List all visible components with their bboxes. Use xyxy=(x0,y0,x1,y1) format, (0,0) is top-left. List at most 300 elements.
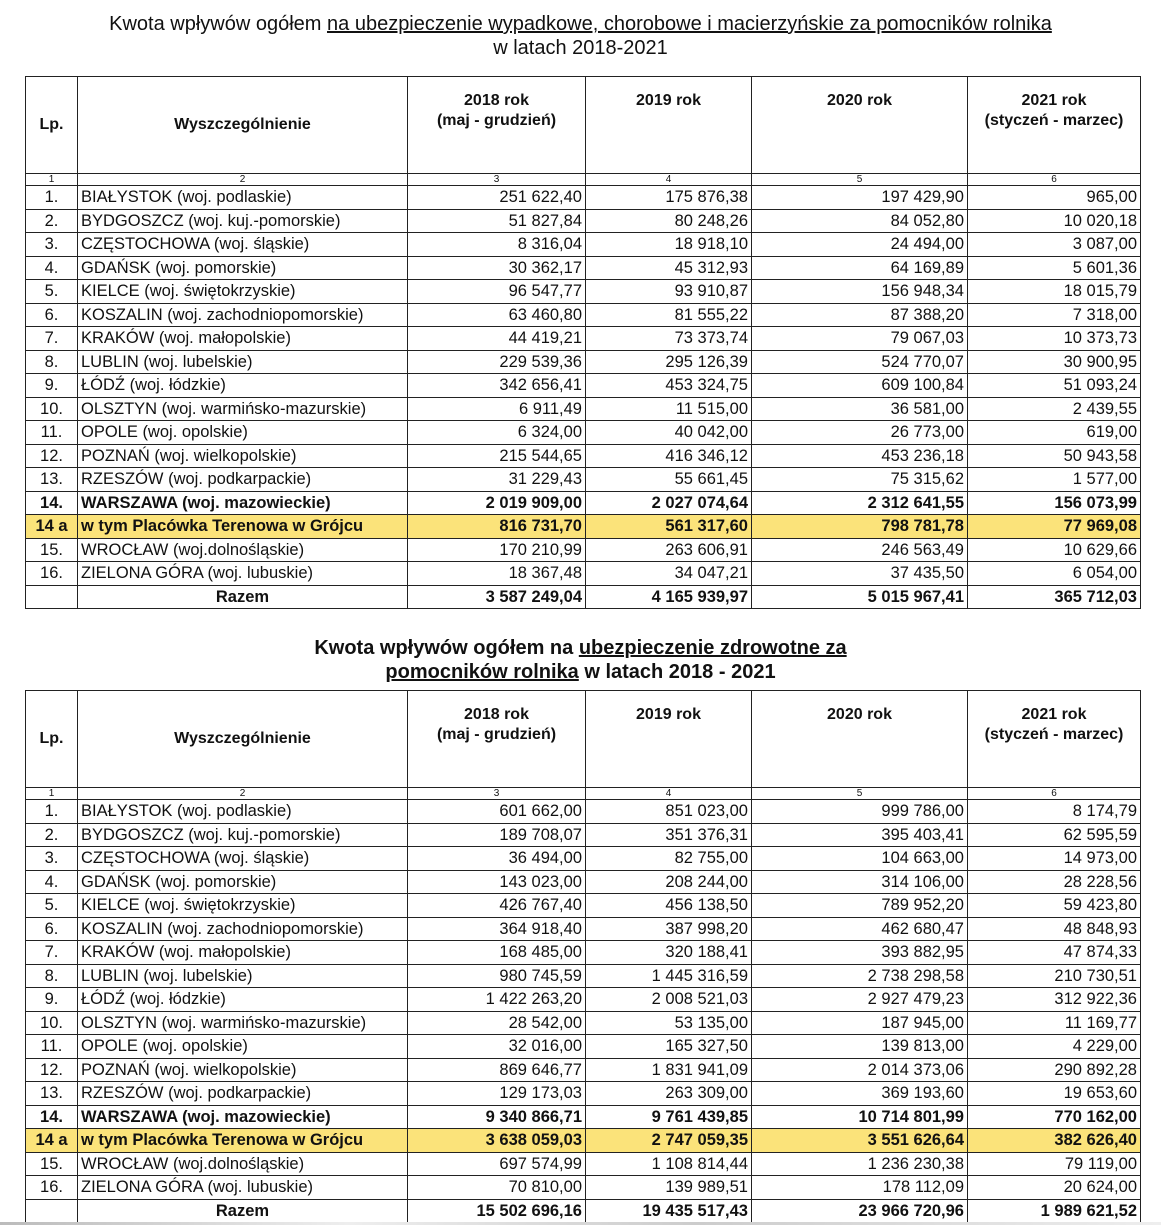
value-2019: 1 108 814,44 xyxy=(586,1152,752,1176)
total-2018: 15 502 696,16 xyxy=(408,1199,586,1223)
total-2018: 3 587 249,04 xyxy=(408,585,586,609)
table2-health-insurance xyxy=(25,690,1141,1223)
value-2021: 156 073,99 xyxy=(968,491,1141,515)
row-lp: 1. xyxy=(26,186,78,210)
header-2018-label: 2018 rok xyxy=(464,706,529,723)
table-row xyxy=(26,397,1141,421)
value-2020: 2 014 373,06 xyxy=(752,1058,968,1082)
table2-title-underlined-2: pomocników rolnika xyxy=(385,661,579,683)
table-row xyxy=(26,1105,1141,1129)
row-name: w tym Placówka Terenowa w Grójcu xyxy=(78,515,408,539)
row-name: OLSZTYN (woj. warmińsko-mazurskie) xyxy=(78,1011,408,1035)
row-lp: 14. xyxy=(26,491,78,515)
value-2019: 208 244,00 xyxy=(586,870,752,894)
row-name: RZESZÓW (woj. podkarpackie) xyxy=(78,468,408,492)
value-2019: 263 606,91 xyxy=(586,538,752,562)
table-row xyxy=(26,186,1141,210)
row-lp: 14 a xyxy=(26,515,78,539)
table-row xyxy=(26,444,1141,468)
value-2021: 79 119,00 xyxy=(968,1152,1141,1176)
header-2021-label: 2021 rok xyxy=(1021,706,1087,723)
value-2021: 619,00 xyxy=(968,421,1141,445)
value-2020: 462 680,47 xyxy=(752,917,968,941)
row-name: BYDGOSZCZ (woj. kuj.-pomorskie) xyxy=(78,209,408,233)
value-2019: 55 661,45 xyxy=(586,468,752,492)
row-name: KIELCE (woj. świętokrzyskie) xyxy=(78,280,408,304)
table-row xyxy=(26,823,1141,847)
table-row xyxy=(26,280,1141,304)
table-row xyxy=(26,468,1141,492)
row-lp: 4. xyxy=(26,870,78,894)
row-lp: 5. xyxy=(26,894,78,918)
value-2021: 10 020,18 xyxy=(968,209,1141,233)
value-2021: 10 629,66 xyxy=(968,538,1141,562)
value-2018: 1 422 263,20 xyxy=(408,988,586,1012)
value-2019: 1 831 941,09 xyxy=(586,1058,752,1082)
row-name: WARSZAWA (woj. mazowieckie) xyxy=(78,1105,408,1129)
value-2020: 453 236,18 xyxy=(752,444,968,468)
table-row xyxy=(26,327,1141,351)
value-2018: 70 810,00 xyxy=(408,1176,586,1200)
row-lp: 1. xyxy=(26,800,78,824)
table-row xyxy=(26,421,1141,445)
table-row xyxy=(26,870,1141,894)
value-2018: 9 340 866,71 xyxy=(408,1105,586,1129)
value-2018: 96 547,77 xyxy=(408,280,586,304)
value-2020: 79 067,03 xyxy=(752,327,968,351)
row-name: RZESZÓW (woj. podkarpackie) xyxy=(78,1082,408,1106)
row-lp: 5. xyxy=(26,280,78,304)
header-2020-label: 2020 rok xyxy=(827,706,892,723)
row-lp: 11. xyxy=(26,421,78,445)
table1-title-prefix: Kwota wpływów ogółem xyxy=(109,13,328,35)
value-2021: 50 943,58 xyxy=(968,444,1141,468)
value-2021: 28 228,56 xyxy=(968,870,1141,894)
table-row xyxy=(26,941,1141,965)
row-lp: 13. xyxy=(26,1082,78,1106)
column-number: 2 xyxy=(78,788,408,800)
value-2018: 63 460,80 xyxy=(408,303,586,327)
value-2020: 798 781,78 xyxy=(752,515,968,539)
header-2018-label: 2018 rok xyxy=(464,92,529,109)
value-2018: 189 708,07 xyxy=(408,823,586,847)
header-2018-sublabel: (maj - grudzień) xyxy=(436,726,557,743)
row-name: w tym Placówka Terenowa w Grójcu xyxy=(78,1129,408,1153)
table-row xyxy=(26,800,1141,824)
value-2021: 3 087,00 xyxy=(968,233,1141,257)
value-2019: 139 989,51 xyxy=(586,1176,752,1200)
value-2020: 139 813,00 xyxy=(752,1035,968,1059)
value-2021: 47 874,33 xyxy=(968,941,1141,965)
row-lp: 16. xyxy=(26,562,78,586)
header-lp xyxy=(26,77,78,174)
value-2018: 215 544,65 xyxy=(408,444,586,468)
value-2020: 1 236 230,38 xyxy=(752,1152,968,1176)
table-row xyxy=(26,303,1141,327)
table-row xyxy=(26,350,1141,374)
value-2020: 246 563,49 xyxy=(752,538,968,562)
table-row xyxy=(26,374,1141,398)
value-2018: 980 745,59 xyxy=(408,964,586,988)
table1-title xyxy=(0,12,1161,60)
value-2019: 561 317,60 xyxy=(586,515,752,539)
header-2018-sublabel: (maj - grudzień) xyxy=(436,112,557,129)
value-2020: 2 738 298,58 xyxy=(752,964,968,988)
value-2021: 2 439,55 xyxy=(968,397,1141,421)
value-2019: 456 138,50 xyxy=(586,894,752,918)
value-2019: 93 910,87 xyxy=(586,280,752,304)
value-2021: 77 969,08 xyxy=(968,515,1141,539)
row-name: GDAŃSK (woj. pomorskie) xyxy=(78,256,408,280)
total-2021: 1 989 621,52 xyxy=(968,1199,1141,1223)
value-2019: 387 998,20 xyxy=(586,917,752,941)
value-2019: 320 188,41 xyxy=(586,941,752,965)
value-2018: 364 918,40 xyxy=(408,917,586,941)
row-lp: 8. xyxy=(26,964,78,988)
total-2020: 5 015 967,41 xyxy=(752,585,968,609)
value-2019: 40 042,00 xyxy=(586,421,752,445)
value-2018: 601 662,00 xyxy=(408,800,586,824)
row-name: POZNAŃ (woj. wielkopolskie) xyxy=(78,444,408,468)
highlighted-row xyxy=(26,1129,1141,1153)
header-2018 xyxy=(408,77,586,174)
total-2019: 19 435 517,43 xyxy=(586,1199,752,1223)
value-2018: 251 622,40 xyxy=(408,186,586,210)
row-name: KIELCE (woj. świętokrzyskie) xyxy=(78,894,408,918)
value-2021: 19 653,60 xyxy=(968,1082,1141,1106)
value-2019: 80 248,26 xyxy=(586,209,752,233)
value-2018: 229 539,36 xyxy=(408,350,586,374)
value-2020: 156 948,34 xyxy=(752,280,968,304)
value-2019: 11 515,00 xyxy=(586,397,752,421)
row-name: KOSZALIN (woj. zachodniopomorskie) xyxy=(78,917,408,941)
column-number: 5 xyxy=(752,174,968,186)
row-name: GDAŃSK (woj. pomorskie) xyxy=(78,870,408,894)
header-row xyxy=(26,691,1141,788)
table2-title xyxy=(0,636,1161,684)
row-name: KRAKÓW (woj. małopolskie) xyxy=(78,941,408,965)
column-number: 2 xyxy=(78,174,408,186)
column-number: 3 xyxy=(408,174,586,186)
row-lp: 12. xyxy=(26,444,78,468)
row-name: OPOLE (woj. opolskie) xyxy=(78,1035,408,1059)
value-2020: 178 112,09 xyxy=(752,1176,968,1200)
value-2019: 45 312,93 xyxy=(586,256,752,280)
column-number: 1 xyxy=(26,788,78,800)
total-label: Razem xyxy=(78,1199,408,1223)
row-lp: 9. xyxy=(26,374,78,398)
row-lp: 3. xyxy=(26,233,78,257)
column-number-row xyxy=(26,174,1141,186)
value-2021: 290 892,28 xyxy=(968,1058,1141,1082)
value-2018: 32 016,00 xyxy=(408,1035,586,1059)
table-row xyxy=(26,894,1141,918)
column-number: 5 xyxy=(752,788,968,800)
row-lp: 3. xyxy=(26,847,78,871)
header-lp xyxy=(26,691,78,788)
value-2018: 869 646,77 xyxy=(408,1058,586,1082)
value-2019: 2 027 074,64 xyxy=(586,491,752,515)
row-name: WARSZAWA (woj. mazowieckie) xyxy=(78,491,408,515)
header-name-label: Wyszczególnienie xyxy=(174,730,311,747)
row-name: WROCŁAW (woj.dolnośląskie) xyxy=(78,538,408,562)
header-2019-label: 2019 rok xyxy=(636,706,701,723)
value-2021: 48 848,93 xyxy=(968,917,1141,941)
value-2020: 197 429,90 xyxy=(752,186,968,210)
row-name: CZĘSTOCHOWA (woj. śląskie) xyxy=(78,233,408,257)
row-name: POZNAŃ (woj. wielkopolskie) xyxy=(78,1058,408,1082)
row-lp: 12. xyxy=(26,1058,78,1082)
table1-accident-insurance xyxy=(25,76,1141,609)
value-2019: 851 023,00 xyxy=(586,800,752,824)
value-2021: 382 626,40 xyxy=(968,1129,1141,1153)
value-2020: 187 945,00 xyxy=(752,1011,968,1035)
value-2019: 34 047,21 xyxy=(586,562,752,586)
value-2019: 2 008 521,03 xyxy=(586,988,752,1012)
row-lp: 14. xyxy=(26,1105,78,1129)
value-2021: 11 169,77 xyxy=(968,1011,1141,1035)
header-2021 xyxy=(968,77,1141,174)
table-row xyxy=(26,988,1141,1012)
value-2021: 210 730,51 xyxy=(968,964,1141,988)
row-lp: 11. xyxy=(26,1035,78,1059)
value-2018: 129 173,03 xyxy=(408,1082,586,1106)
value-2018: 3 638 059,03 xyxy=(408,1129,586,1153)
table2-title-prefix: Kwota wpływów ogółem na xyxy=(314,637,579,659)
value-2020: 75 315,62 xyxy=(752,468,968,492)
value-2018: 6 911,49 xyxy=(408,397,586,421)
total-2021: 365 712,03 xyxy=(968,585,1141,609)
value-2020: 369 193,60 xyxy=(752,1082,968,1106)
value-2021: 965,00 xyxy=(968,186,1141,210)
value-2018: 51 827,84 xyxy=(408,209,586,233)
column-number: 4 xyxy=(586,174,752,186)
value-2019: 82 755,00 xyxy=(586,847,752,871)
value-2019: 416 346,12 xyxy=(586,444,752,468)
header-2020-label: 2020 rok xyxy=(827,92,892,109)
value-2019: 81 555,22 xyxy=(586,303,752,327)
value-2020: 10 714 801,99 xyxy=(752,1105,968,1129)
row-lp: 4. xyxy=(26,256,78,280)
value-2020: 24 494,00 xyxy=(752,233,968,257)
value-2018: 8 316,04 xyxy=(408,233,586,257)
row-lp: 2. xyxy=(26,823,78,847)
value-2021: 770 162,00 xyxy=(968,1105,1141,1129)
header-2021 xyxy=(968,691,1141,788)
value-2021: 312 922,36 xyxy=(968,988,1141,1012)
header-2018 xyxy=(408,691,586,788)
value-2018: 30 362,17 xyxy=(408,256,586,280)
value-2020: 393 882,95 xyxy=(752,941,968,965)
total-2020: 23 966 720,96 xyxy=(752,1199,968,1223)
row-name: ZIELONA GÓRA (woj. lubuskie) xyxy=(78,562,408,586)
row-lp: 15. xyxy=(26,1152,78,1176)
value-2021: 4 229,00 xyxy=(968,1035,1141,1059)
table2-title-underlined: ubezpieczenie zdrowotne za xyxy=(578,637,847,659)
header-2019 xyxy=(586,691,752,788)
value-2018: 426 767,40 xyxy=(408,894,586,918)
value-2021: 8 174,79 xyxy=(968,800,1141,824)
value-2020: 395 403,41 xyxy=(752,823,968,847)
table-row xyxy=(26,233,1141,257)
header-2020 xyxy=(752,691,968,788)
value-2020: 609 100,84 xyxy=(752,374,968,398)
total-label: Razem xyxy=(78,585,408,609)
table-row xyxy=(26,209,1141,233)
value-2018: 28 542,00 xyxy=(408,1011,586,1035)
header-row xyxy=(26,77,1141,174)
value-2021: 18 015,79 xyxy=(968,280,1141,304)
value-2020: 87 388,20 xyxy=(752,303,968,327)
total-row xyxy=(26,1199,1141,1223)
value-2019: 165 327,50 xyxy=(586,1035,752,1059)
value-2020: 26 773,00 xyxy=(752,421,968,445)
value-2018: 170 210,99 xyxy=(408,538,586,562)
header-lp-label: Lp. xyxy=(39,730,64,747)
value-2020: 2 927 479,23 xyxy=(752,988,968,1012)
table-row xyxy=(26,538,1141,562)
value-2021: 51 093,24 xyxy=(968,374,1141,398)
row-lp: 14 a xyxy=(26,1129,78,1153)
table1-title-years: w latach 2018-2021 xyxy=(493,37,668,59)
value-2018: 143 023,00 xyxy=(408,870,586,894)
value-2019: 453 324,75 xyxy=(586,374,752,398)
value-2019: 2 747 059,35 xyxy=(586,1129,752,1153)
header-name xyxy=(78,77,408,174)
value-2021: 59 423,80 xyxy=(968,894,1141,918)
row-lp: 7. xyxy=(26,327,78,351)
table-row xyxy=(26,1035,1141,1059)
value-2020: 2 312 641,55 xyxy=(752,491,968,515)
value-2018: 18 367,48 xyxy=(408,562,586,586)
value-2018: 6 324,00 xyxy=(408,421,586,445)
value-2021: 62 595,59 xyxy=(968,823,1141,847)
row-lp: 15. xyxy=(26,538,78,562)
value-2021: 20 624,00 xyxy=(968,1176,1141,1200)
column-number: 3 xyxy=(408,788,586,800)
value-2018: 342 656,41 xyxy=(408,374,586,398)
value-2019: 18 918,10 xyxy=(586,233,752,257)
value-2021: 14 973,00 xyxy=(968,847,1141,871)
value-2020: 314 106,00 xyxy=(752,870,968,894)
value-2018: 31 229,43 xyxy=(408,468,586,492)
value-2021: 7 318,00 xyxy=(968,303,1141,327)
total-row xyxy=(26,585,1141,609)
total-2019: 4 165 939,97 xyxy=(586,585,752,609)
value-2020: 104 663,00 xyxy=(752,847,968,871)
table-row xyxy=(26,964,1141,988)
header-2019 xyxy=(586,77,752,174)
row-name: CZĘSTOCHOWA (woj. śląskie) xyxy=(78,847,408,871)
total-lp xyxy=(26,585,78,609)
row-lp: 6. xyxy=(26,303,78,327)
row-lp: 7. xyxy=(26,941,78,965)
header-lp-label: Lp. xyxy=(39,116,64,133)
column-number-row xyxy=(26,788,1141,800)
table-row xyxy=(26,917,1141,941)
column-number: 1 xyxy=(26,174,78,186)
table-row xyxy=(26,847,1141,871)
row-lp: 10. xyxy=(26,1011,78,1035)
value-2019: 73 373,74 xyxy=(586,327,752,351)
value-2019: 1 445 316,59 xyxy=(586,964,752,988)
row-name: BIAŁYSTOK (woj. podlaskie) xyxy=(78,800,408,824)
table-row xyxy=(26,1176,1141,1200)
value-2020: 64 169,89 xyxy=(752,256,968,280)
table-row xyxy=(26,1082,1141,1106)
value-2019: 175 876,38 xyxy=(586,186,752,210)
value-2020: 789 952,20 xyxy=(752,894,968,918)
value-2021: 5 601,36 xyxy=(968,256,1141,280)
row-name: BYDGOSZCZ (woj. kuj.-pomorskie) xyxy=(78,823,408,847)
table2-title-years: w latach 2018 - 2021 xyxy=(578,661,776,683)
row-lp: 8. xyxy=(26,350,78,374)
row-lp: 6. xyxy=(26,917,78,941)
row-name: OPOLE (woj. opolskie) xyxy=(78,421,408,445)
row-name: ŁÓDŹ (woj. łódzkie) xyxy=(78,374,408,398)
header-2020 xyxy=(752,77,968,174)
value-2018: 697 574,99 xyxy=(408,1152,586,1176)
row-lp: 10. xyxy=(26,397,78,421)
header-2021-label: 2021 rok xyxy=(1021,92,1087,109)
row-name: WROCŁAW (woj.dolnośląskie) xyxy=(78,1152,408,1176)
value-2019: 9 761 439,85 xyxy=(586,1105,752,1129)
column-number: 4 xyxy=(586,788,752,800)
table-row xyxy=(26,256,1141,280)
value-2021: 6 054,00 xyxy=(968,562,1141,586)
column-number: 6 xyxy=(968,174,1141,186)
table-row xyxy=(26,1011,1141,1035)
header-name xyxy=(78,691,408,788)
value-2020: 3 551 626,64 xyxy=(752,1129,968,1153)
value-2021: 30 900,95 xyxy=(968,350,1141,374)
value-2020: 36 581,00 xyxy=(752,397,968,421)
header-2019-label: 2019 rok xyxy=(636,92,701,109)
row-name: BIAŁYSTOK (woj. podlaskie) xyxy=(78,186,408,210)
row-name: LUBLIN (woj. lubelskie) xyxy=(78,964,408,988)
header-2021-sublabel: (styczeń - marzec) xyxy=(984,726,1124,743)
value-2021: 1 577,00 xyxy=(968,468,1141,492)
column-number: 6 xyxy=(968,788,1141,800)
row-lp: 13. xyxy=(26,468,78,492)
value-2020: 999 786,00 xyxy=(752,800,968,824)
row-lp: 2. xyxy=(26,209,78,233)
value-2020: 524 770,07 xyxy=(752,350,968,374)
row-name: OLSZTYN (woj. warmińsko-mazurskie) xyxy=(78,397,408,421)
value-2019: 53 135,00 xyxy=(586,1011,752,1035)
value-2020: 37 435,50 xyxy=(752,562,968,586)
value-2020: 84 052,80 xyxy=(752,209,968,233)
row-lp: 16. xyxy=(26,1176,78,1200)
row-name: KOSZALIN (woj. zachodniopomorskie) xyxy=(78,303,408,327)
total-lp xyxy=(26,1199,78,1223)
row-name: LUBLIN (woj. lubelskie) xyxy=(78,350,408,374)
value-2018: 44 419,21 xyxy=(408,327,586,351)
highlighted-row xyxy=(26,515,1141,539)
value-2018: 2 019 909,00 xyxy=(408,491,586,515)
table-row xyxy=(26,562,1141,586)
value-2018: 168 485,00 xyxy=(408,941,586,965)
value-2018: 816 731,70 xyxy=(408,515,586,539)
row-lp: 9. xyxy=(26,988,78,1012)
header-name-label: Wyszczególnienie xyxy=(174,116,311,133)
value-2019: 263 309,00 xyxy=(586,1082,752,1106)
table-row xyxy=(26,1058,1141,1082)
row-name: ZIELONA GÓRA (woj. lubuskie) xyxy=(78,1176,408,1200)
value-2019: 295 126,39 xyxy=(586,350,752,374)
value-2021: 10 373,73 xyxy=(968,327,1141,351)
row-name: ŁÓDŹ (woj. łódzkie) xyxy=(78,988,408,1012)
